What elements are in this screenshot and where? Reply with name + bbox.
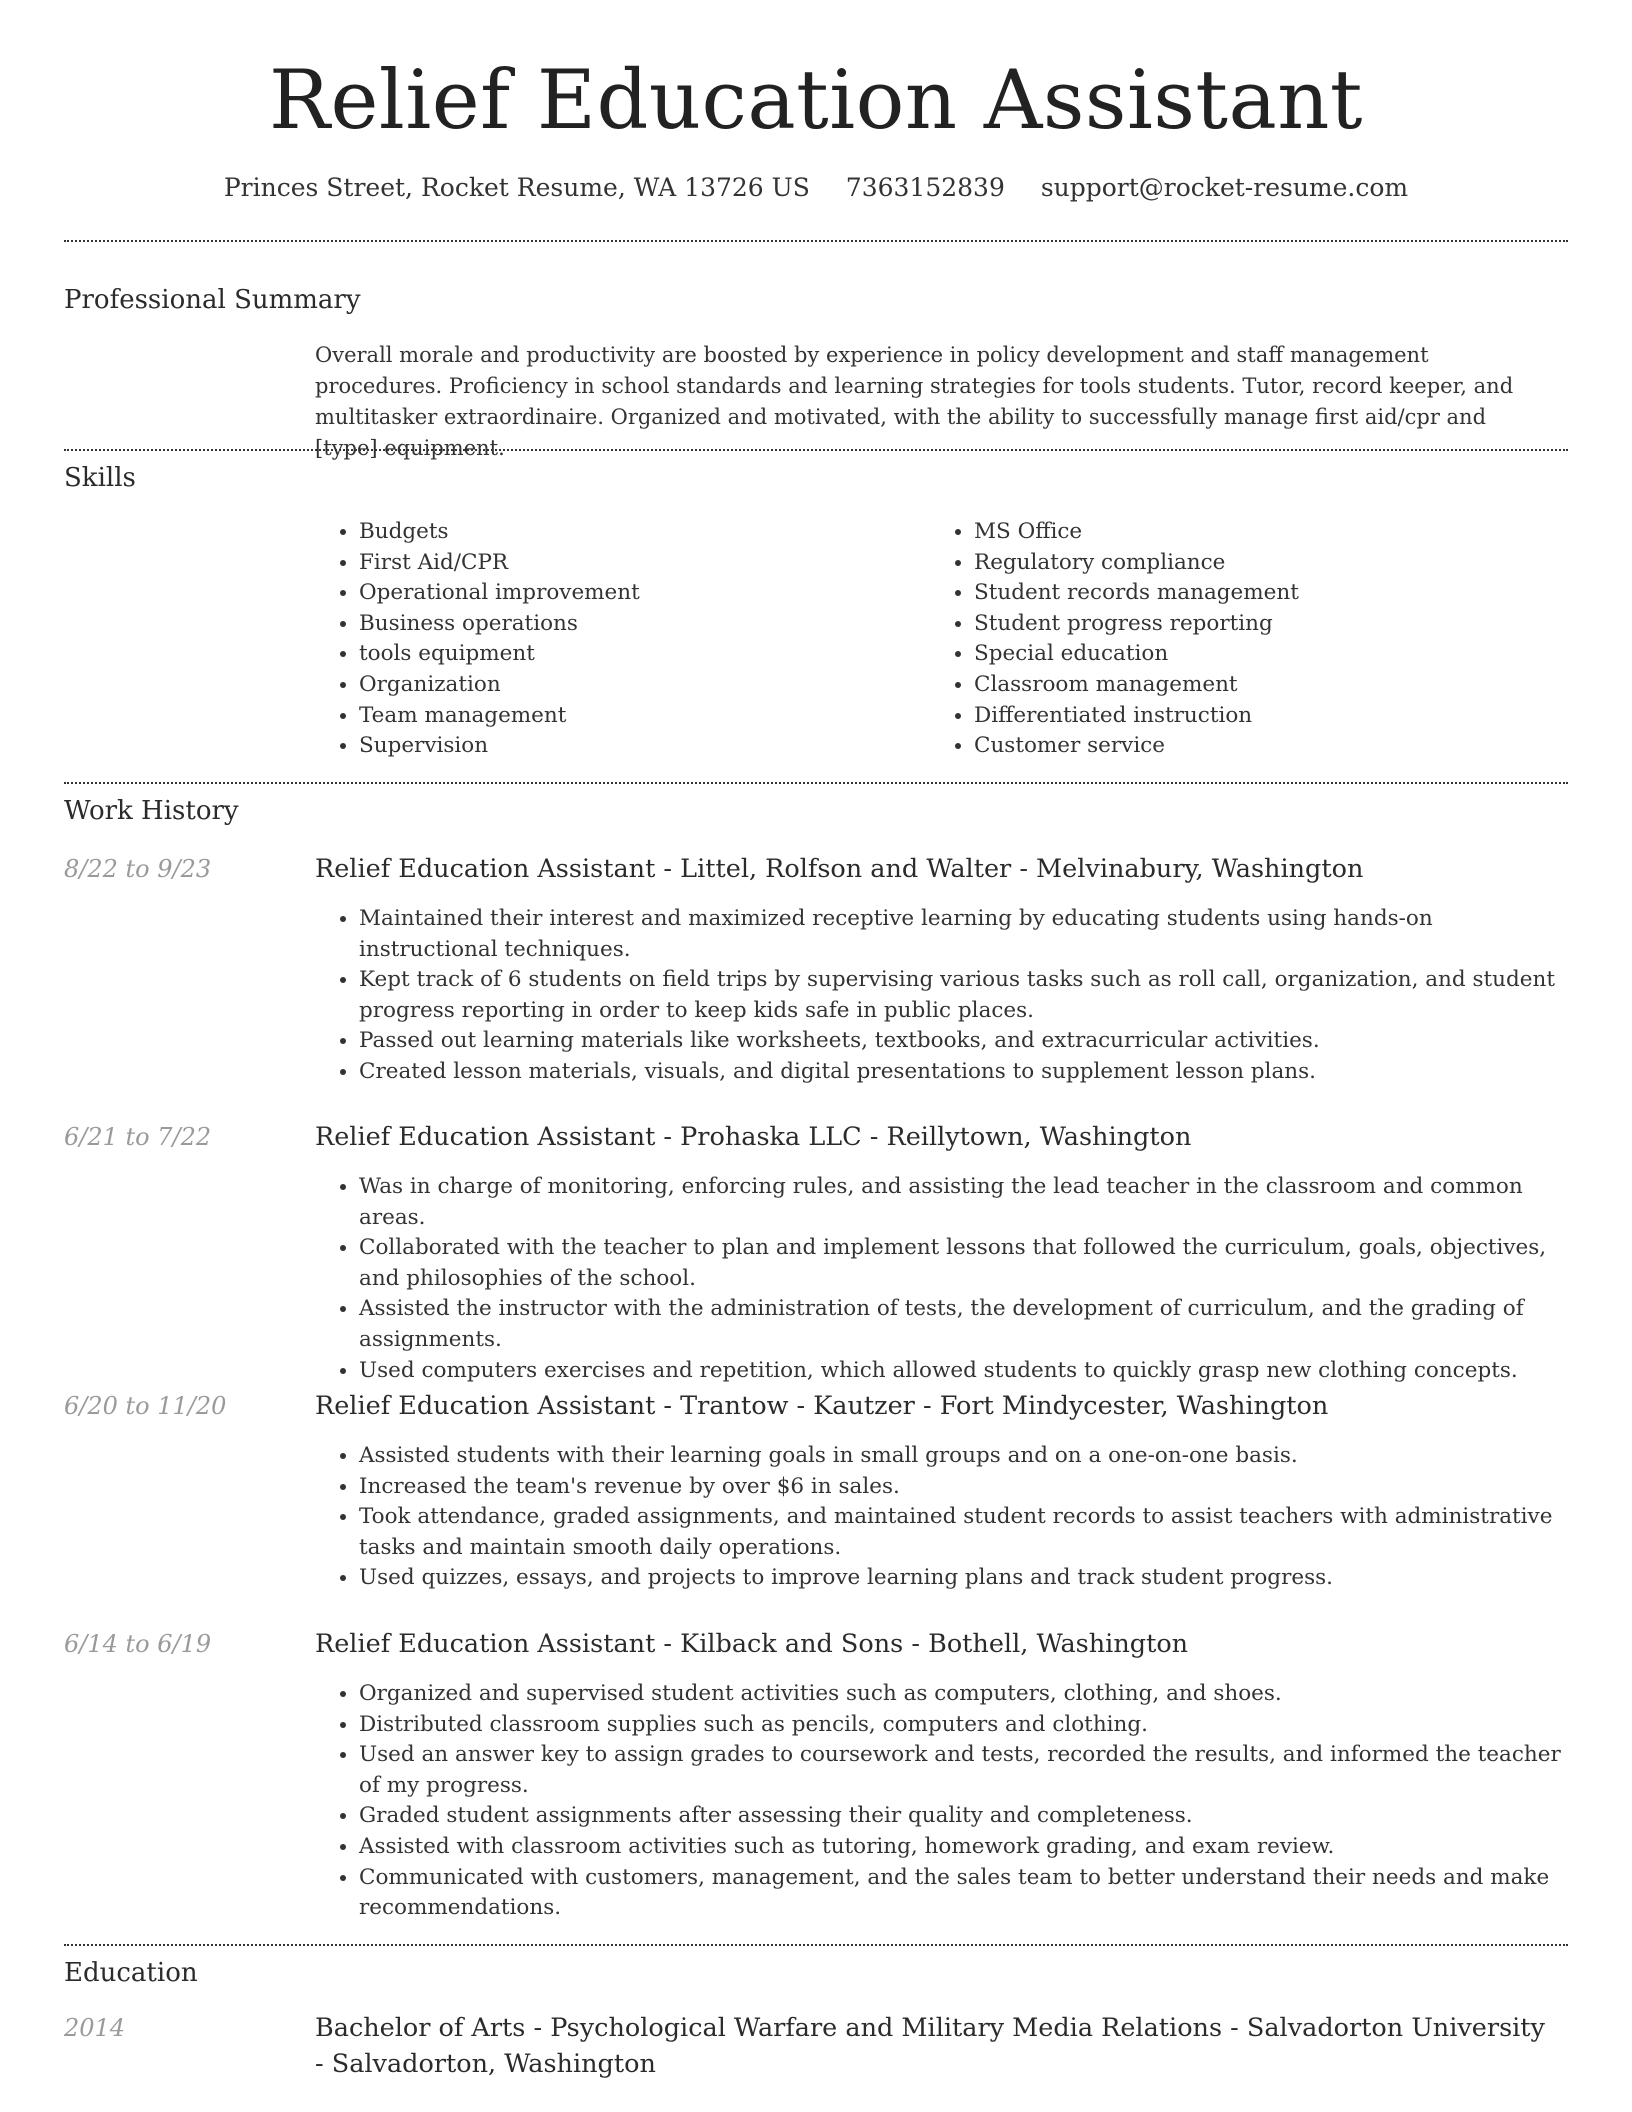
job-title: Relief Education Assistant - Kilback and Sons - Bothell, Washington bbox=[315, 1629, 1189, 1659]
skill-item: • Team management bbox=[359, 701, 875, 732]
job-bullets bbox=[315, 1679, 1565, 1924]
skill-item: • Classroom management bbox=[974, 670, 1490, 701]
job-title: Relief Education Assistant - Trantow - Kautzer - Fort Mindycester, Washington bbox=[315, 1391, 1329, 1421]
job-bullet: • Kept track of 6 students on field trips by supervising various tasks such as roll call, organization, and student progress reporting in order to keep kids safe in public places. bbox=[359, 965, 1565, 1026]
skill-item: • tools equipment bbox=[359, 639, 875, 670]
resume-name: Relief Education Assistant bbox=[268, 54, 1363, 148]
job-bullets bbox=[315, 1441, 1565, 1594]
section-title-work: Work History bbox=[64, 796, 239, 826]
skill-item: • Customer service bbox=[974, 731, 1490, 762]
skills-list-left bbox=[315, 517, 875, 762]
skill-item: • Operational improvement bbox=[359, 578, 875, 609]
job-bullet: • Assisted students with their learning goals in small groups and on a one-on-one basis. bbox=[359, 1441, 1565, 1472]
section-title-skills: Skills bbox=[64, 463, 136, 493]
summary-text: Overall morale and productivity are boosted by experience in policy development and staff management procedures. Proficiency in school standards and learning strategies for tools students. Tutor, record keeper, and multitasker extraordinaire. Organized and motivated, with the ability to successfully manage first aid/cpr and [type] equipment. bbox=[315, 343, 1514, 460]
skill-item: • Differentiated instruction bbox=[974, 701, 1490, 732]
job-bullet: • Assisted with classroom activities such as tutoring, homework grading, and exam review. bbox=[359, 1832, 1565, 1863]
job-bullet: • Used quizzes, essays, and projects to improve learning plans and track student progress. bbox=[359, 1563, 1565, 1594]
skill-item: • Business operations bbox=[359, 609, 875, 640]
skill-item: • Student records management bbox=[974, 578, 1490, 609]
skill-item: • Budgets bbox=[359, 517, 875, 548]
contact-phone: 7363152839 bbox=[845, 173, 1005, 202]
skill-item: • MS Office bbox=[974, 517, 1490, 548]
skill-item: • Special education bbox=[974, 639, 1490, 670]
job-bullet: • Distributed classroom supplies such as pencils, computers and clothing. bbox=[359, 1710, 1565, 1741]
job-dates: 8/22 to 9/23 bbox=[64, 855, 212, 883]
divider bbox=[64, 240, 1568, 242]
job-bullet: • Maintained their interest and maximized receptive learning by educating students using hands-on instructional techniques. bbox=[359, 904, 1565, 965]
education-date: 2014 bbox=[64, 2014, 126, 2042]
job-bullet: • Increased the team's revenue by over $6 in sales. bbox=[359, 1472, 1565, 1503]
job-dates: 6/21 to 7/22 bbox=[64, 1123, 212, 1151]
skill-item: • First Aid/CPR bbox=[359, 548, 875, 579]
skill-item: • Regulatory compliance bbox=[974, 548, 1490, 579]
job-title: Relief Education Assistant - Prohaska LLC - Reillytown, Washington bbox=[315, 1122, 1192, 1152]
contact-email: support@rocket-resume.com bbox=[1040, 173, 1409, 202]
job-bullet: • Passed out learning materials like worksheets, textbooks, and extracurricular activities. bbox=[359, 1026, 1565, 1057]
job-bullet: • Used an answer key to assign grades to coursework and tests, recorded the results, and informed the teacher of my progress. bbox=[359, 1740, 1565, 1801]
job-bullets bbox=[315, 1172, 1565, 1386]
job-dates: 6/20 to 11/20 bbox=[64, 1392, 227, 1420]
divider bbox=[64, 1944, 1568, 1946]
job-bullet: • Took attendance, graded assignments, and maintained student records to assist teachers with administrative tasks and maintain smooth daily operations. bbox=[359, 1502, 1565, 1563]
skill-item: • Organization bbox=[359, 670, 875, 701]
contact-address: Princes Street, Rocket Resume, WA 13726 US bbox=[223, 173, 810, 202]
job-bullet: • Was in charge of monitoring, enforcing rules, and assisting the lead teacher in the classroom and common areas. bbox=[359, 1172, 1565, 1233]
job-bullet: • Collaborated with the teacher to plan and implement lessons that followed the curriculum, goals, objectives, and philosophies of the school. bbox=[359, 1233, 1565, 1294]
job-bullet: • Used computers exercises and repetition, which allowed students to quickly grasp new clothing concepts. bbox=[359, 1356, 1565, 1387]
skills-list-right bbox=[930, 517, 1490, 762]
skill-item: • Student progress reporting bbox=[974, 609, 1490, 640]
divider bbox=[64, 782, 1568, 784]
job-bullets bbox=[315, 904, 1565, 1088]
job-dates: 6/14 to 6/19 bbox=[64, 1630, 212, 1658]
contact-line bbox=[0, 168, 1632, 208]
job-bullet: • Communicated with customers, management, and the sales team to better understand their needs and make recommendations. bbox=[359, 1863, 1565, 1924]
section-title-education: Education bbox=[64, 1958, 198, 1988]
job-title: Relief Education Assistant - Littel, Rolfson and Walter - Melvinabury, Washington bbox=[315, 854, 1364, 884]
section-title-summary: Professional Summary bbox=[64, 285, 361, 315]
divider bbox=[64, 449, 1568, 451]
education-title: Bachelor of Arts - Psychological Warfare and Military Media Relations - Salvadorton University - Salvadorton, Washington bbox=[315, 2013, 1545, 2079]
skill-item: • Supervision bbox=[359, 731, 875, 762]
job-bullet: • Created lesson materials, visuals, and digital presentations to supplement lesson plans. bbox=[359, 1057, 1565, 1088]
job-bullet: • Organized and supervised student activities such as computers, clothing, and shoes. bbox=[359, 1679, 1565, 1710]
job-bullet: • Graded student assignments after assessing their quality and completeness. bbox=[359, 1801, 1565, 1832]
job-bullet: • Assisted the instructor with the administration of tests, the development of curriculum, and the grading of assignments. bbox=[359, 1294, 1565, 1355]
